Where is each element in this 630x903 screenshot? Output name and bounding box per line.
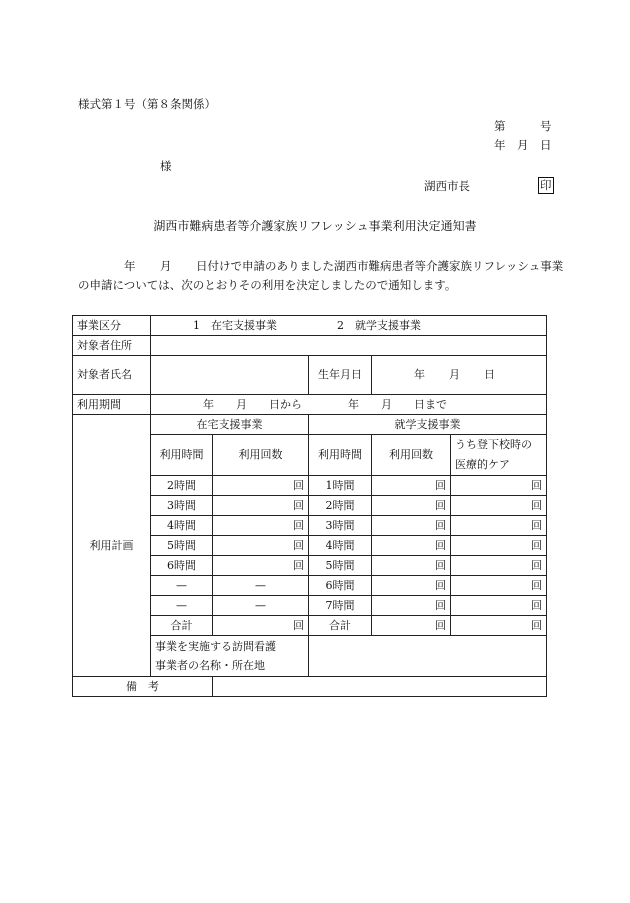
period-from-year: 年 <box>203 397 214 411</box>
zaitaku-count-cell: 回 <box>213 476 309 496</box>
period-from-day: 日から <box>269 397 302 411</box>
period-value <box>151 395 547 415</box>
period-to-month: 月 <box>381 397 392 411</box>
zaitaku-time-cell: 2時間 <box>151 476 213 496</box>
shugaku-count-cell: 回 <box>372 576 451 596</box>
period-label: 利用期間 <box>73 395 151 415</box>
birth-month-label: 月 <box>449 368 460 381</box>
care-count-cell: 回 <box>451 536 547 556</box>
remarks-value <box>213 677 547 697</box>
name-label: 対象者氏名 <box>73 356 151 395</box>
shugaku-time-cell: 2時間 <box>309 496 372 516</box>
issue-year-label: 年 <box>494 138 506 152</box>
birthdate-label <box>309 356 372 395</box>
jigyo-option-shugaku: 2 就学支援事業 <box>337 318 421 332</box>
row-name <box>73 356 547 395</box>
address-label: 対象者住所 <box>73 336 151 356</box>
shugaku-time-cell: 5時間 <box>309 556 372 576</box>
birthdate-value <box>372 356 547 395</box>
birthdate-label-text: 生年月日 <box>318 368 362 381</box>
care-count-cell: 回 <box>451 576 547 596</box>
jigyo-option-zaitaku: 1 在宅支援事業 <box>193 318 277 332</box>
zaitaku-count-cell: 回 <box>213 496 309 516</box>
issuer-name: 湖西市長 <box>424 179 470 193</box>
row-plan-header <box>73 415 547 435</box>
seal-mark: 印 <box>540 178 552 192</box>
care-count-cell: 回 <box>451 516 547 536</box>
zaitaku-kaisu-header: 利用回数 <box>213 435 309 476</box>
period-from-month: 月 <box>236 397 247 411</box>
care-header-line-2: 医療的ケア <box>455 458 510 471</box>
care-total-count: 回 <box>451 616 547 636</box>
care-count-cell: 回 <box>451 556 547 576</box>
number-go-label: 号 <box>540 119 552 133</box>
name-value <box>151 356 309 395</box>
form-number: 様式第１号（第８条関係） <box>78 97 216 111</box>
row-period <box>73 395 547 415</box>
zaitaku-time-cell: — <box>151 576 213 596</box>
provider-label-line-1: 事業を実施する訪問看護 <box>155 640 276 653</box>
provider-label <box>151 636 309 677</box>
application-table <box>72 315 547 697</box>
shugaku-count-cell: 回 <box>372 476 451 496</box>
shugaku-count-cell: 回 <box>372 496 451 516</box>
document-title: 湖西市難病患者等介護家族リフレッシュ事業利用決定通知書 <box>153 219 477 233</box>
zaitaku-header: 在宅支援事業 <box>151 415 309 435</box>
row-jigyo-kubun <box>73 316 547 336</box>
zaitaku-jikan-header: 利用時間 <box>151 435 213 476</box>
birth-year-label: 年 <box>414 368 425 381</box>
zaitaku-count-cell: 回 <box>213 556 309 576</box>
addressee-honorific: 様 <box>160 159 172 173</box>
issue-month-label: 月 <box>517 138 529 152</box>
zaitaku-time-cell: 3時間 <box>151 496 213 516</box>
zaitaku-time-cell: 6時間 <box>151 556 213 576</box>
care-header <box>451 435 547 476</box>
remarks-label: 備 考 <box>73 677 213 697</box>
shugaku-time-cell: 7時間 <box>309 596 372 616</box>
shugaku-total-count: 回 <box>372 616 451 636</box>
body-month-label: 月 <box>160 259 172 273</box>
shugaku-total-label: 合計 <box>309 616 372 636</box>
body-year-label: 年 <box>124 259 136 273</box>
zaitaku-count-cell: — <box>213 576 309 596</box>
zaitaku-count-cell: 回 <box>213 516 309 536</box>
shugaku-count-cell: 回 <box>372 596 451 616</box>
period-to-year: 年 <box>348 397 359 411</box>
shugaku-time-cell: 3時間 <box>309 516 372 536</box>
shugaku-count-cell: 回 <box>372 516 451 536</box>
row-address <box>73 336 547 356</box>
zaitaku-total-count: 回 <box>213 616 309 636</box>
care-count-cell: 回 <box>451 596 547 616</box>
provider-label-line-2: 事業者の名称・所在地 <box>155 659 265 672</box>
care-header-line-1: うち登下校時の <box>455 438 532 451</box>
birth-day-label: 日 <box>484 368 495 381</box>
jigyo-kubun-label: 事業区分 <box>73 316 151 336</box>
number-dai-label: 第 <box>494 119 506 133</box>
shugaku-time-cell: 4時間 <box>309 536 372 556</box>
zaitaku-count-cell: 回 <box>213 536 309 556</box>
jigyo-kubun-options <box>151 316 547 336</box>
shugaku-jikan-header: 利用時間 <box>309 435 372 476</box>
row-remarks <box>73 677 547 697</box>
shugaku-kaisu-header: 利用回数 <box>372 435 451 476</box>
zaitaku-time-cell: 4時間 <box>151 516 213 536</box>
shugaku-header: 就学支援事業 <box>309 415 547 435</box>
period-to-day: 日まで <box>414 397 447 411</box>
issue-day-label: 日 <box>540 138 552 152</box>
zaitaku-time-cell: — <box>151 596 213 616</box>
address-value <box>151 336 547 356</box>
shugaku-time-cell: 1時間 <box>309 476 372 496</box>
shugaku-count-cell: 回 <box>372 536 451 556</box>
shugaku-count-cell: 回 <box>372 556 451 576</box>
zaitaku-count-cell: — <box>213 596 309 616</box>
zaitaku-total-label: 合計 <box>151 616 213 636</box>
provider-value <box>309 636 547 677</box>
care-count-cell: 回 <box>451 496 547 516</box>
plan-label: 利用計画 <box>73 415 151 677</box>
care-count-cell: 回 <box>451 476 547 496</box>
zaitaku-time-cell: 5時間 <box>151 536 213 556</box>
shugaku-time-cell: 6時間 <box>309 576 372 596</box>
body-line-2: の申請については、次のとおりその利用を決定しましたので通知します。 <box>78 278 457 292</box>
body-line-1-text: 日付けで申請のありました湖西市難病患者等介護家族リフレッシュ事業 <box>196 259 564 273</box>
